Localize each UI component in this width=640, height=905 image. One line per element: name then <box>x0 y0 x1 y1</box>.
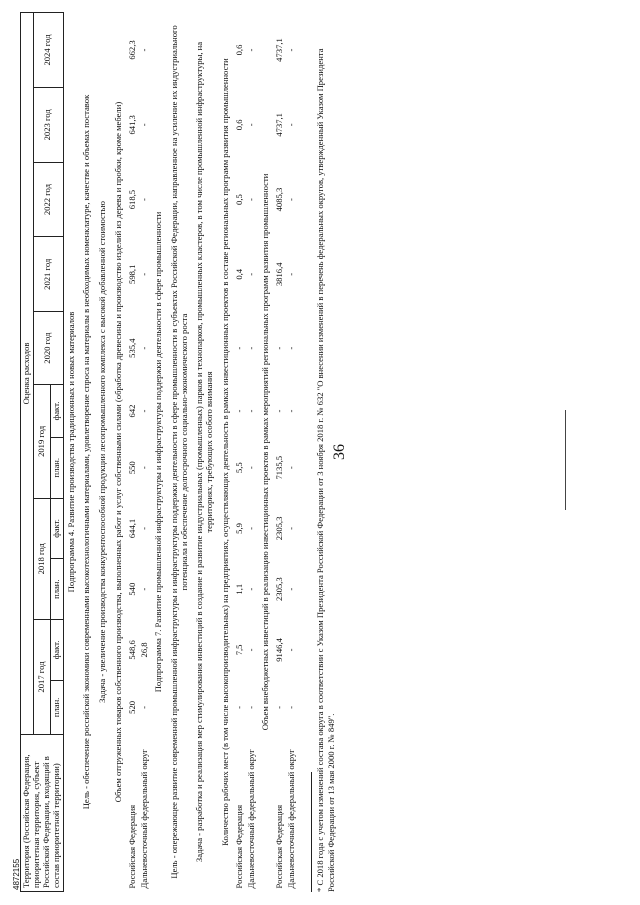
cell: - <box>285 198 296 201</box>
subprogram-7-goal: Цель - опережающее развитие современной промышленной инфраструктуры и инфраструктуры поддержки деятельности в сфере промышленности в субъектах Российской Федерации, направленное на усиление их индустриального потенциала и обеспечение долгосрочного социально-экономического роста <box>168 25 189 879</box>
cell: 662,3 <box>127 40 137 60</box>
header-estimate: Оценка расходов <box>21 13 34 735</box>
cell: 618,5 <box>127 189 137 210</box>
cell: 7,5 <box>234 644 244 656</box>
subprogram-7-indicator-jobs: Количество рабочих мест (в том числе высокопроизводительных) на предприятиях, осуществляющих деятельность в рамках инвестиционных проектов в составе региональных программ развития промышленности <box>220 58 231 846</box>
document-serial: 4872155 <box>12 858 21 890</box>
header-plan: план. <box>50 680 63 734</box>
cell: - <box>138 527 149 530</box>
cell: - <box>285 123 296 127</box>
cell: - <box>285 466 296 470</box>
header-fact: факт. <box>50 498 63 559</box>
subprogram-4-indicator: Объем отгруженных товаров собственного производства, выполненных работ и услуг собственными силами (обработка древесины и производство изделий из дерева и пробки, кроме мебели) <box>113 101 124 803</box>
cell: 550 <box>127 461 137 475</box>
header-2023: 2023 год <box>33 87 63 162</box>
cell: 3816,4 <box>273 262 284 287</box>
cell: - <box>138 346 149 350</box>
cell: - <box>245 123 256 127</box>
table-row <box>286 13 298 892</box>
cell: - <box>138 587 149 591</box>
cell: 2305,3 <box>273 577 284 601</box>
cell: 2305,3 <box>273 516 284 541</box>
cell: 9146,4 <box>273 638 284 662</box>
table-row <box>274 13 286 892</box>
header-2019: 2019 год <box>33 385 50 498</box>
cell: 4085,3 <box>273 187 284 212</box>
header-2022: 2022 год <box>33 162 63 237</box>
cell: - <box>285 272 296 276</box>
cell: - <box>245 648 256 652</box>
row-label: Российская Федерация <box>273 804 284 889</box>
cell: 26,8 <box>138 642 149 658</box>
cell: - <box>234 409 244 413</box>
cell: - <box>138 48 149 52</box>
footnote-text: * С 2018 года с учетом изменений состава округа в соответствии с Указом Президента Российской Федерации от 3 ноября 2018 г. № 632 "О внесении изменений в перечень федеральных округов, утвержденный Указом Президента Российской Федерации от 13 мая 2000 г. № 849". <box>315 48 336 892</box>
footnote-rule <box>311 772 312 892</box>
cell: - <box>273 346 284 350</box>
cell: 598,1 <box>127 264 137 284</box>
cell: - <box>138 466 149 470</box>
cell: 4737,1 <box>273 38 284 62</box>
header-2017: 2017 год <box>33 620 50 735</box>
header-2020: 2020 год <box>33 312 63 385</box>
subprogram-4-task: Задача - увеличение производства конкурентоспособной продукции лесопромышленного комплекса с высокой добавленной стоимостью <box>97 201 108 703</box>
cell: 0,4 <box>234 268 244 280</box>
header-fact: факт. <box>50 620 63 681</box>
footnote-block <box>311 12 336 892</box>
cell: - <box>285 587 296 591</box>
subprogram-7-task: Задача - разработка и реализация мер стимулирования инвестиций в создание и развитие индустриальных (промышленных) парков и технопарков, промышленных кластеров, в том числе промышленной инфраструктуры, на территориях, требующих особого внимания <box>194 41 215 863</box>
cell: 5,9 <box>234 523 244 534</box>
cell: - <box>234 705 244 709</box>
row-label: Российская Федерация <box>234 804 244 889</box>
header-2021: 2021 год <box>33 237 63 312</box>
cell: 0,6 <box>234 44 244 56</box>
cell: - <box>245 705 256 709</box>
cell: - <box>138 272 149 276</box>
header-territory: Территория (Российская Федерация, приоритетная территория, субъект Российской Федерации, входящий в состав приоритетной территории) <box>21 735 64 892</box>
header-2018: 2018 год <box>33 498 50 619</box>
table-row <box>246 13 258 892</box>
cell: - <box>245 346 256 350</box>
cell: - <box>273 705 284 709</box>
cell: - <box>245 272 256 276</box>
cell: - <box>245 466 256 470</box>
cell: 535,4 <box>127 338 137 358</box>
cell: - <box>245 198 256 201</box>
rotated-document <box>20 12 620 892</box>
cell: - <box>285 527 296 530</box>
cell: - <box>285 346 296 350</box>
cell: 642 <box>127 404 137 418</box>
cell: 520 <box>127 700 137 714</box>
row-label: Дальневосточный федеральный округ <box>138 749 149 889</box>
subprogram-4-title: Подпрограмма 4. Развитие производства традиционных и новых материалов <box>65 311 76 593</box>
cell: - <box>285 705 296 709</box>
cell: - <box>285 648 296 652</box>
cell: 0,5 <box>234 194 244 205</box>
cell: - <box>285 48 296 52</box>
cell: 641,3 <box>127 115 137 135</box>
cell: 540 <box>127 582 137 596</box>
header-2024: 2024 год <box>33 13 63 88</box>
table-row <box>139 13 151 892</box>
row-label: Дальневосточный федеральный округ <box>285 749 296 889</box>
cell: - <box>273 409 284 413</box>
subprogram-4-goal: Цель - обеспечение российской экономики современными высокотехнологичными материалами, удовлетворение спроса на материалы в необходимых номенклатуре, качестве и объемах поставок <box>81 94 92 810</box>
header-plan: план. <box>50 437 63 498</box>
cell: - <box>245 409 256 413</box>
cell: 4737,1 <box>273 113 284 137</box>
cell: 7135,5 <box>273 455 284 480</box>
cell: - <box>245 48 256 52</box>
cell: - <box>138 123 149 127</box>
expense-table <box>20 12 297 892</box>
cell: - <box>138 705 149 709</box>
subprogram-7-title: Подпрограмма 7. Развитие промышленной инфраструктуры и инфраструктуры поддержки деятельности в сфере промышленности <box>152 211 163 693</box>
subprogram-7-indicator-investments: Объем внебюджетных инвестиций в реализацию инвестиционных проектов в рамках мероприятий региональных программ развития промышленности <box>259 173 270 731</box>
table-row <box>127 13 139 892</box>
cell: - <box>234 346 244 350</box>
header-plan: план. <box>50 559 63 620</box>
cell: - <box>245 527 256 530</box>
cell: 548,6 <box>127 640 137 660</box>
cell: - <box>138 409 149 413</box>
cell: - <box>245 587 256 591</box>
cell: 5,5 <box>234 462 244 474</box>
cell: 0,6 <box>234 119 244 131</box>
cell: - <box>285 409 296 413</box>
row-label: Дальневосточный федеральный округ <box>245 749 256 889</box>
page-number: 36 <box>331 444 348 460</box>
row-label: Российская Федерация <box>127 804 137 889</box>
cell: - <box>138 198 149 201</box>
cell: 644,1 <box>127 518 137 539</box>
header-fact: факт. <box>50 385 63 438</box>
table-row <box>234 13 246 892</box>
cell: 1,1 <box>234 583 244 595</box>
